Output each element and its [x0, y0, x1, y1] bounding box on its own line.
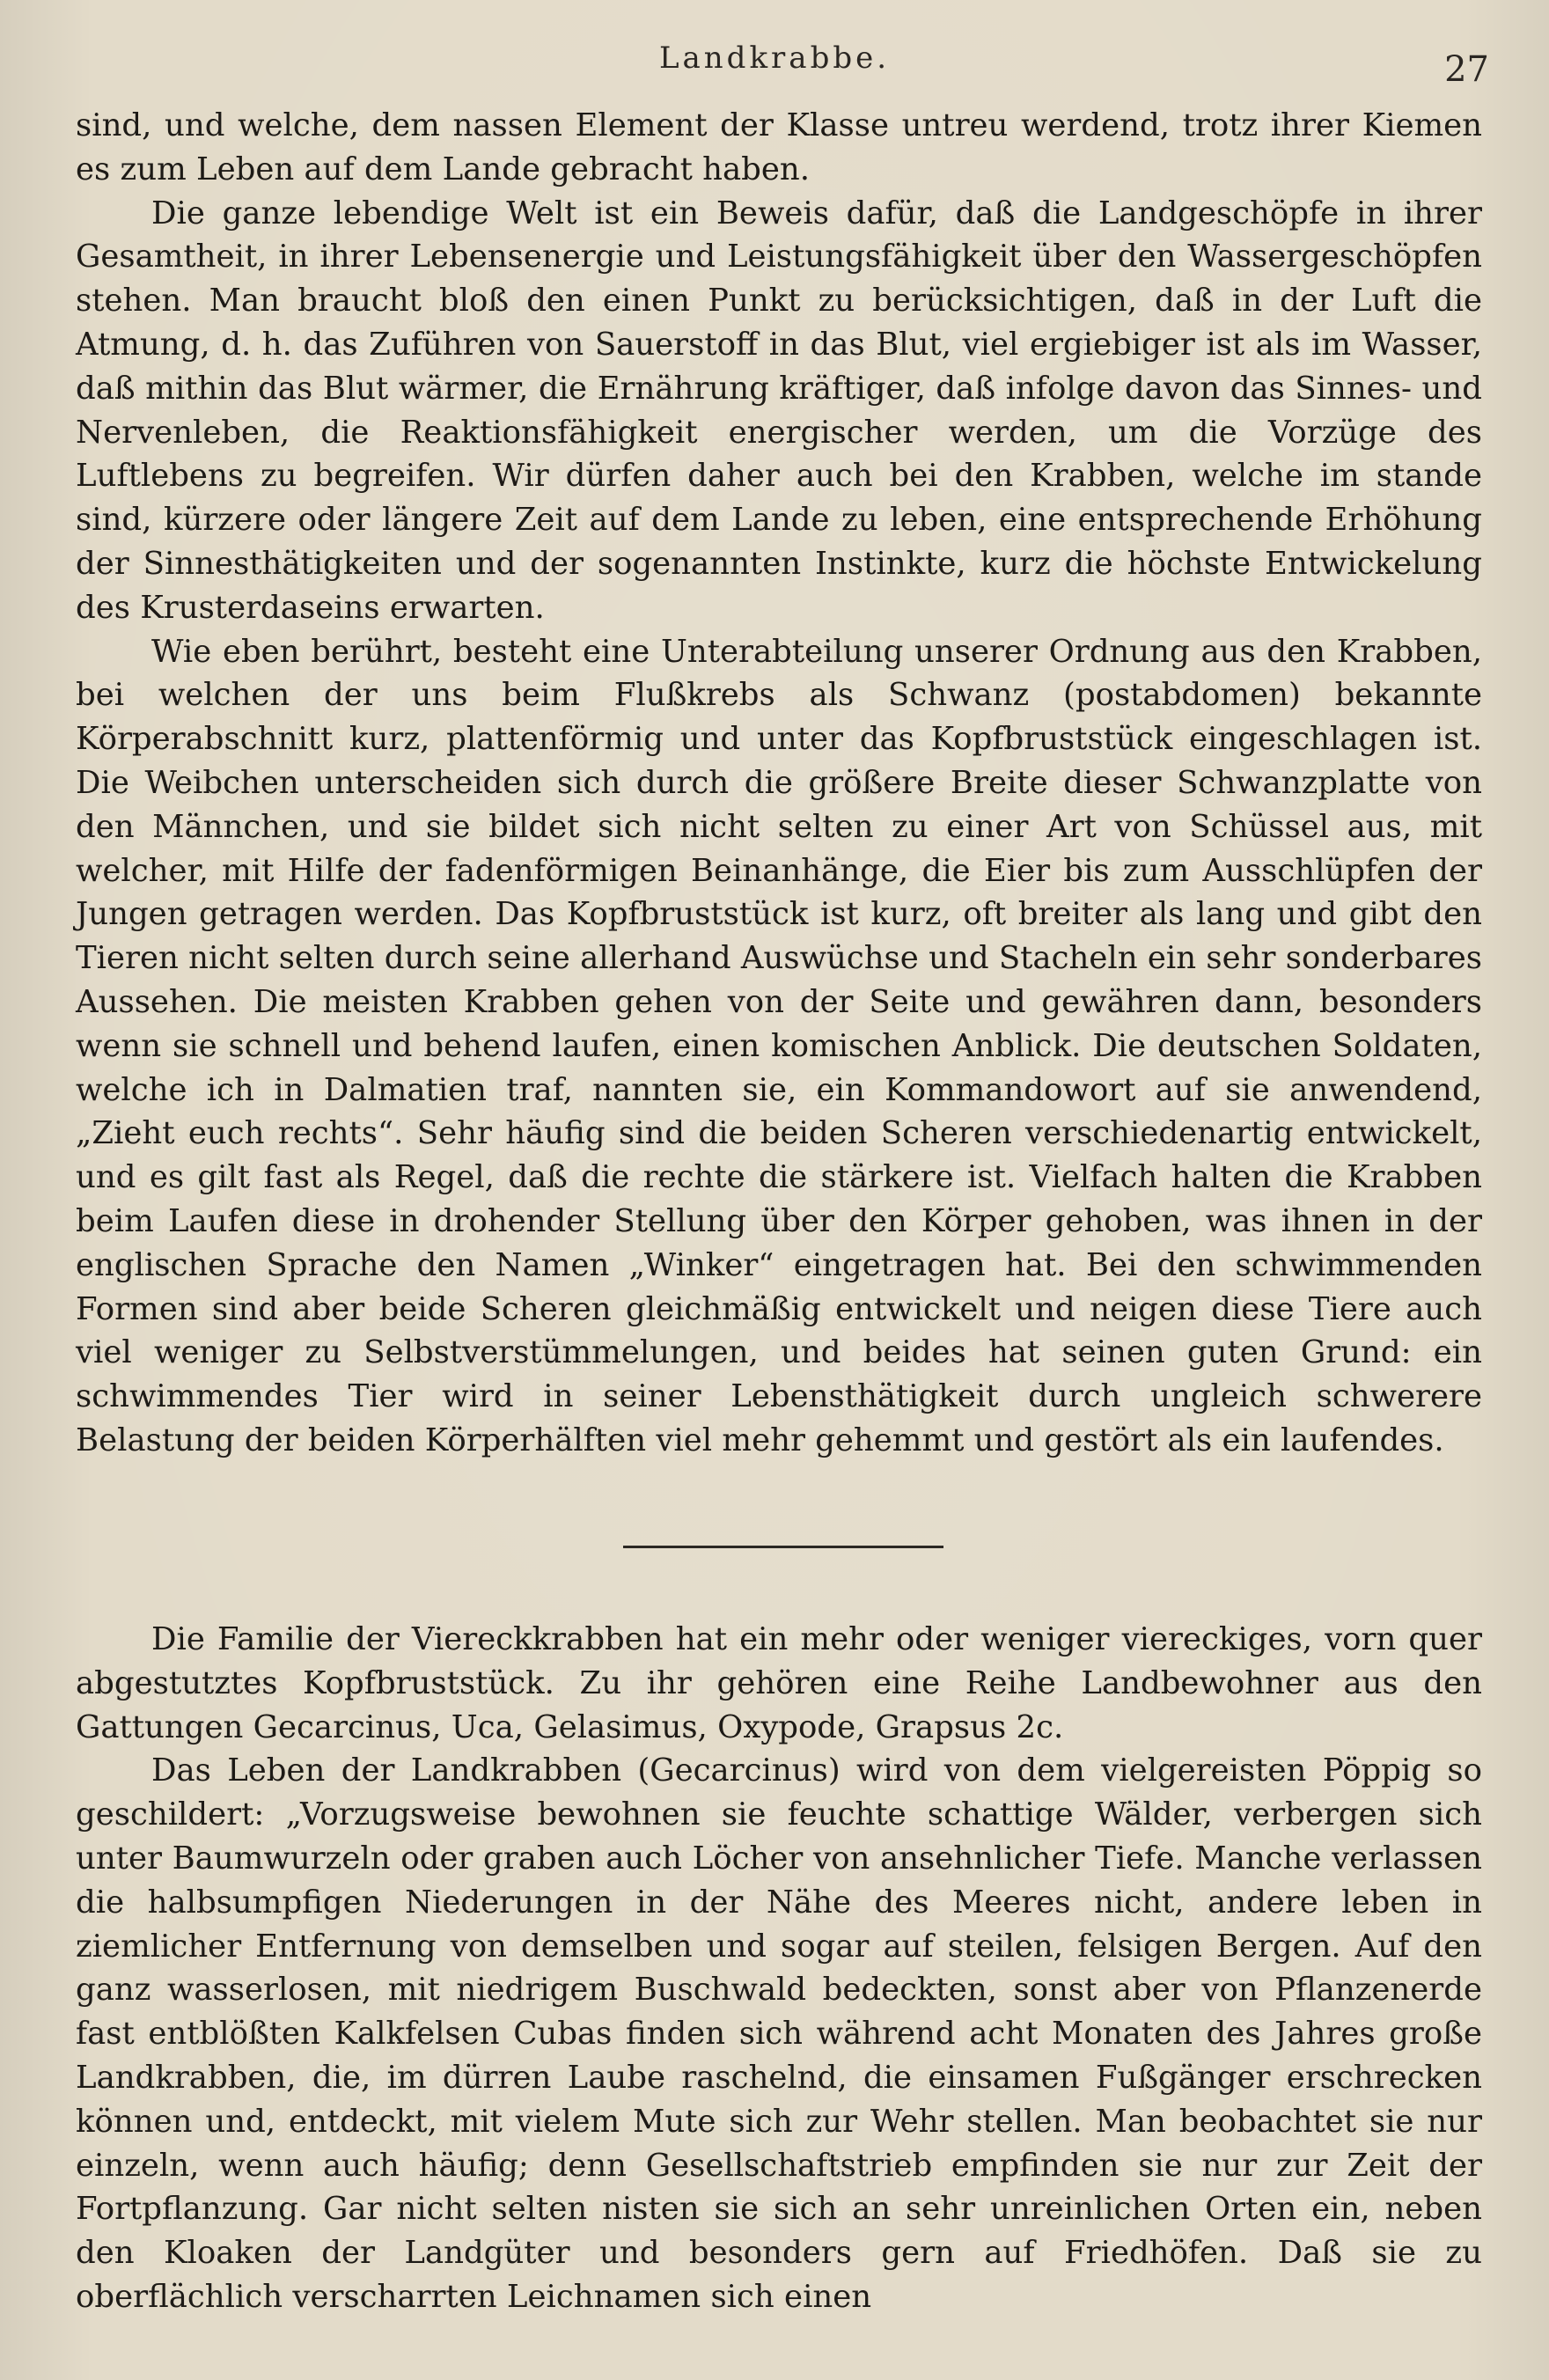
running-title: Landkrabbe.	[658, 40, 891, 76]
page-number: 27	[1444, 49, 1489, 90]
section-divider	[623, 1546, 943, 1548]
paragraph: Die ganze lebendige Welt ist ein Beweis dafür, daß die Landgeschöpfe in ihrer Gesamtheit, in ihrer Lebensenergie und Leistungsfähigkeit über den Wassergeschöpfen stehen. Man braucht bloß den einen Punkt zu berücksichtigen, daß in der Luft die Atmung, d. h. das Zuführen von Sauerstoff in das Blut, viel ergiebiger ist als im Wasser, daß mithin das Blut wärmer, die Ernährung kräftiger, daß infolge davon das Sinnes- und Nervenleben, die Reaktionsfähigkeit energischer werden, um die Vorzüge des Luftlebens zu begreifen. Wir dürfen daher auch bei den Krabben, welche im stande sind, kürzere oder längere Zeit auf dem Lande zu leben, eine entsprechende Erhöhung der Sinnesthätigkeiten und der sogenannten Instinkte, kurz die höchste Entwickelung des Krusterdaseins erwarten.	[76, 195, 1482, 626]
text-section-2	[76, 1618, 1482, 2319]
paragraph: Die Familie der Viereckkrabben hat ein mehr oder weniger viereckiges, vorn quer abgestutztes Kopfbruststück. Zu ihr gehören eine Reihe Landbewohner aus den Gattungen Gecarcinus, Uca, Gelasimus, Oxypode, Grapsus 2c.	[76, 1621, 1482, 1745]
paragraph: Das Leben der Landkrabben (Gecarcinus) wird von dem vielgereisten Pöppig so geschildert: „Vorzugsweise bewohnen sie feuchte schattige Wälder, verbergen sich unter Baumwurzeln oder graben auch Löcher von ansehnlicher Tiefe. Manche verlassen die halbsumpfigen Niederungen in der Nähe des Meeres nicht, andere leben in ziemlicher Entfernung von demselben und sogar auf steilen, felsigen Bergen. Auf den ganz wasserlosen, mit niedrigem Buschwald bedeckten, sonst aber von Pflanzenerde fast entblößten Kalkfelsen Cubas finden sich während acht Monaten des Jahres große Landkrabben, die, im dürren Laube raschelnd, die einsamen Fußgänger erschrecken können und, entdeckt, mit vielem Mute sich zur Wehr stellen. Man beobachtet sie nur einzeln, wenn auch häufig; denn Gesellschaftstrieb empfinden sie nur zur Zeit der Fortpflanzung. Gar nicht selten nisten sie sich an sehr unreinlichen Orten ein, neben den Kloaken der Landgüter und besonders gern auf Friedhöfen. Daß sie zu oberflächlich verscharrten Leichnamen sich einen	[76, 1752, 1482, 2315]
text-section-1	[76, 104, 1482, 1463]
paragraph: Wie eben berührt, besteht eine Unterabteilung unserer Ordnung aus den Krabben, bei welchen der uns beim Flußkrebs als Schwanz (postabdomen) bekannte Körperabschnitt kurz, plattenförmig und unter das Kopfbruststück eingeschlagen ist. Die Weibchen unterscheiden sich durch die größere Breite dieser Schwanzplatte von den Männchen, und sie bildet sich nicht selten zu einer Art von Schüssel aus, mit welcher, mit Hilfe der fadenförmigen Beinanhänge, die Eier bis zum Ausschlüpfen der Jungen getragen werden. Das Kopfbruststück ist kurz, oft breiter als lang und gibt den Tieren nicht selten durch seine allerhand Auswüchse und Stacheln ein sehr sonderbares Aussehen. Die meisten Krabben gehen von der Seite und gewähren dann, besonders wenn sie schnell und behend laufen, einen komischen Anblick. Die deutschen Soldaten, welche ich in Dalmatien traf, nannten sie, ein Kommandowort auf sie anwendend, „Zieht euch rechts“. Sehr häufig sind die beiden Scheren verschiedenartig entwickelt, und es gilt fast als Regel, daß die rechte die stärkere ist. Vielfach halten die Krabben beim Laufen diese in drohender Stellung über den Körper gehoben, was ihnen in der englischen Sprache den Namen „Winker“ eingetragen hat. Bei den schwimmenden Formen sind aber beide Scheren gleichmäßig entwickelt und neigen diese Tiere auch viel weniger zu Selbstverstümmelungen, und beides hat seinen guten Grund: ein schwimmendes Tier wird in seiner Lebensthätigkeit durch ungleich schwerere Belastung der beiden Körperhälften viel mehr gehemmt und gestört als ein laufendes.	[76, 633, 1482, 1458]
paragraph: sind, und welche, dem nassen Element der Klasse untreu werdend, trotz ihrer Kiemen es zum Leben auf dem Lande gebracht haben.	[76, 107, 1482, 187]
